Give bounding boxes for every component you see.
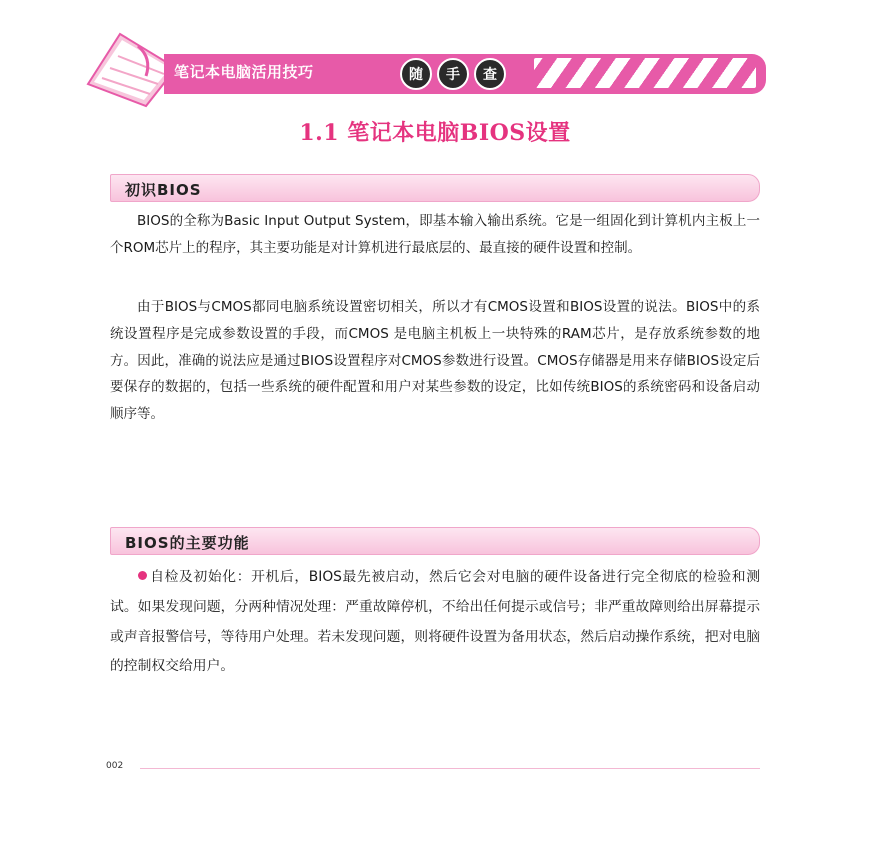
footer-divider: [140, 768, 760, 769]
series-title: 笔记本电脑活用技巧: [174, 63, 314, 81]
header-banner: [80, 28, 770, 108]
page-title: 1.1 笔记本电脑BIOS设置: [299, 120, 571, 146]
bullet-text: 自检及初始化：开机后，BIOS最先被启动，然后它会对电脑的硬件设备进行完全彻底的检验和测试。如果发现问题，分两种情况处理：严重故障停机，不给出任何提示或信号；非严重故障则给出屏幕提示或声音报警信号，等待用户处理。若未发现问题，则将硬件设置为备用状态，然后启动操作系统，把对电脑的控制权交给用户。: [110, 569, 760, 675]
section-header-intro: [110, 174, 760, 202]
badge-cha: 查: [474, 58, 506, 90]
page-number: 002: [106, 761, 124, 771]
paragraph: BIOS的全称为Basic Input Output System，即基本输入输出系统。它是一组固化到计算机内主板上一个ROM芯片上的程序，其主要功能是对计算机进行最底层的、最直接的硬件设置和控制。: [110, 213, 760, 256]
paragraph: 由于BIOS与CMOS都同电脑系统设置密切相关，所以才有CMOS设置和BIOS设置的说法。BIOS中的系统设置程序是完成参数设置的手段，而CMOS 是电脑主机板上一块特殊的RAM芯片，是存放系统参数的地方。因此，准确的说法应是通过BIOS设置程序对CMOS参数进行设置。CMOS存储器是用来存储BIOS设定后要保存的数据的，包括一些系统的硬件配置和用户对某些参数的设定，比如传统BIOS的系统密码和设备启动顺序等。: [110, 299, 760, 423]
badge-group: [400, 58, 506, 90]
badge-shou: 手: [437, 58, 469, 90]
bullet-paragraph: [110, 563, 760, 682]
decorative-stripes: [534, 58, 756, 88]
section-header-functions: [110, 527, 760, 555]
section-heading: 初识BIOS: [125, 181, 202, 199]
bullet-icon: [138, 571, 147, 580]
section-heading: BIOS的主要功能: [125, 534, 250, 552]
badge-sui: 随: [400, 58, 432, 90]
